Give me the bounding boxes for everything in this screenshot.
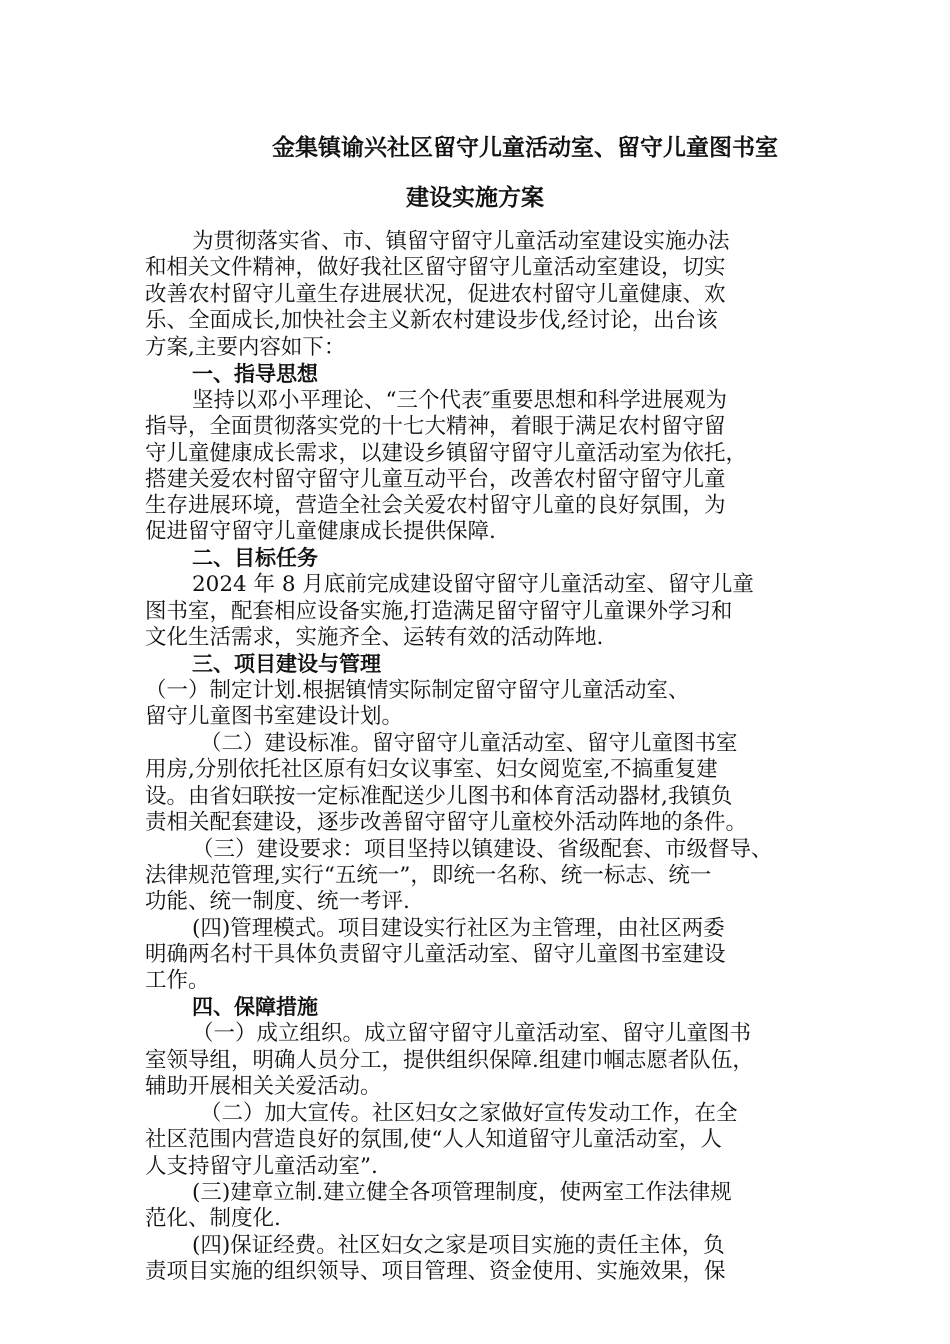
body-line: 指导，全面贯彻落实党的十七大精神，着眼于满足农村留守留	[145, 414, 726, 439]
body-line: （一）制定计划.根据镇情实际制定留守留守儿童活动室、	[145, 678, 690, 703]
body-line: 文化生活需求，实施齐全、运转有效的活动阵地.	[145, 625, 604, 650]
body-line: 用房,分别依托社区原有妇女议事室、妇女阅览室,不搞重复建	[145, 757, 718, 782]
body-line: 人支持留守儿童活动室”.	[145, 1154, 378, 1179]
body-line: 工作。	[145, 968, 210, 993]
body-line: （二）加大宣传。社区妇女之家做好宣传发动工作，在全	[200, 1101, 738, 1126]
body-line: 辅助开展相关关爱活动。	[145, 1074, 382, 1099]
body-line: （三）建设要求：项目坚持以镇建设、省级配套、市级督导、	[192, 837, 773, 862]
body-line: 图书室，配套相应设备实施,打造满足留守留守儿童课外学习和	[145, 599, 733, 624]
body-line: (三)建章立制.建立健全各项管理制度，使两室工作法律规	[192, 1180, 732, 1205]
section-heading: 四、保障措施	[192, 995, 318, 1019]
body-line: （一）成立组织。成立留守留守儿童活动室、留守儿童图书	[192, 1021, 752, 1046]
body-line: 和相关文件精神，做好我社区留守留守儿童活动室建设，切实	[145, 255, 726, 280]
document-title-line-1: 金集镇谕兴社区留守儿童活动室、留守儿童图书室	[272, 135, 778, 161]
body-line: 设。由省妇联按一定标准配送少儿图书和体育活动器材,我镇负	[145, 784, 733, 809]
body-line: 法律规范管理,实行“五统一”，即统一名称、统一标志、统一	[145, 863, 712, 888]
section-heading: 一、指导思想	[192, 362, 318, 386]
body-line: 促进留守留守儿童健康成长提供保障.	[145, 519, 496, 544]
body-line: 留守儿童图书室建设计划。	[145, 704, 404, 729]
document-title-line-2: 建设实施方案	[406, 185, 544, 211]
body-line: 坚持以邓小平理论、“三个代表″重要思想和科学进展观为	[192, 388, 728, 413]
body-line: 2024 年 8 月底前完成建设留守留守儿童活动室、留守儿童	[192, 572, 754, 597]
body-line: 守儿童健康成长需求，以建设乡镇留守留守儿童活动室为依托，	[145, 441, 748, 466]
body-line: (四)保证经费。社区妇女之家是项目实施的责任主体，负	[192, 1233, 725, 1258]
section-heading: 三、项目建设与管理	[192, 652, 381, 676]
section-heading: 二、目标任务	[192, 546, 318, 570]
body-line: 社区范围内营造良好的氛围,使“人人知道留守儿童活动室，人	[145, 1127, 722, 1152]
body-line: 乐、全面成长,加快社会主义新农村建设步伐,经讨论，出台该	[145, 308, 718, 333]
body-line: 生存进展环境，营造全社会关爱农村留守儿童的良好氛围，为	[145, 493, 726, 518]
body-line: (四)管理模式。项目建设实行社区为主管理，由社区两委	[192, 916, 725, 941]
body-line: 范化、制度化.	[145, 1206, 281, 1231]
body-line: 责项目实施的组织领导、项目管理、资金使用、实施效果，保	[145, 1259, 726, 1284]
body-line: （二）建设标准。留守留守儿童活动室、留守儿童图书室	[200, 731, 738, 756]
body-line: 责相关配套建设，逐步改善留守留守儿童校外活动阵地的条件。	[145, 810, 748, 835]
body-line: 搭建关爱农村留守留守儿童互动平台，改善农村留守留守儿童	[145, 467, 726, 492]
body-line: 明确两名村干具体负责留守儿童活动室、留守儿童图书室建设	[145, 942, 726, 967]
body-line: 改善农村留守儿童生存进展状况，促进农村留守儿童健康、欢	[145, 282, 726, 307]
body-line: 为贯彻落实省、市、镇留守留守儿童活动室建设实施办法	[192, 229, 730, 254]
body-line: 功能、统一制度、统一考评.	[145, 889, 410, 914]
body-line: 室领导组，明确人员分工，提供组织保障.组建巾帼志愿者队伍，	[145, 1048, 754, 1073]
body-line: 方案,主要内容如下：	[145, 335, 346, 360]
